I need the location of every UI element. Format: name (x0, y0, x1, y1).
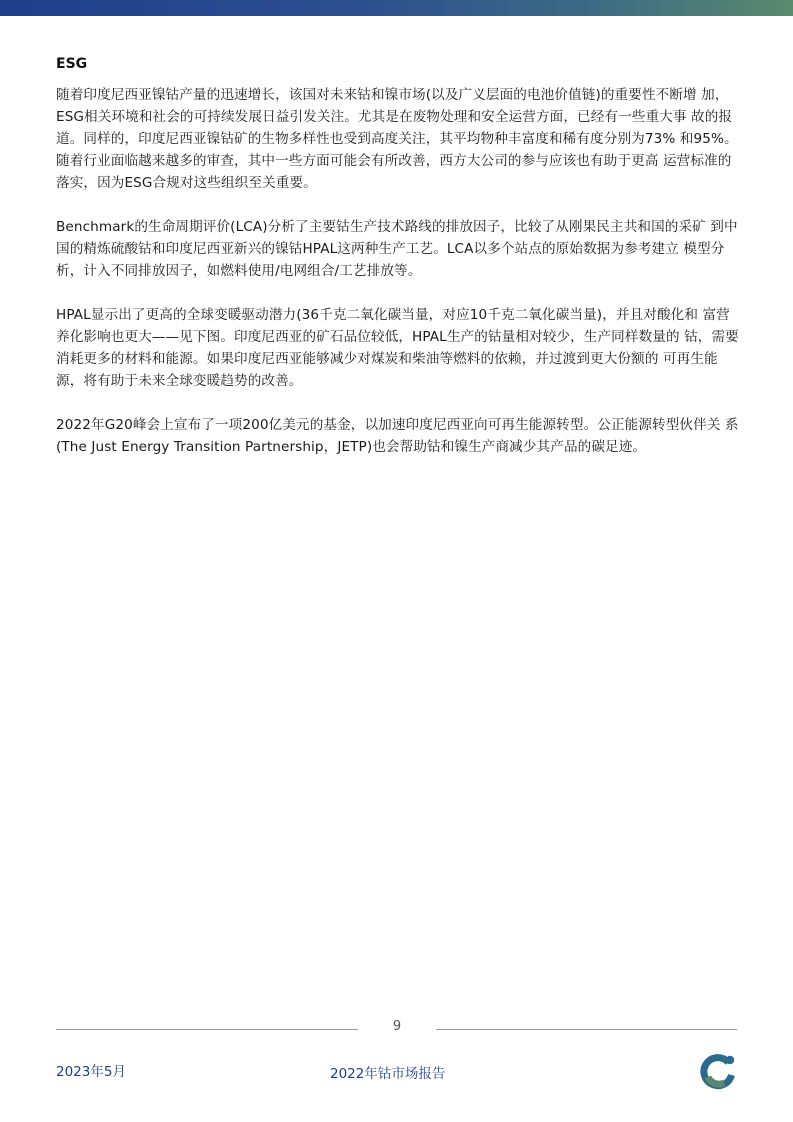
paragraph-esg-intro: 随着印度尼西亚镍钴产量的迅速增长，该国对未来钴和镍市场(以及广义层面的电池价值链)的重要性不断增 加，ESG相关环境和社会的可持续发展日益引发关注。尤其是在废物处理和安全运营方面，已经有一些重大事 故的报道。同样的，印度尼西亚镍钴矿的生物多样性也受到高度关注，其平均物种丰富度和稀有度分别为73% 和95%。随着行业面临越来越多的审查，其中一些方面可能会有所改善，西方大公司的参与应该也有助于更高 运营标准的落实，因为ESG合规对这些组织至关重要。 (56, 87, 738, 191)
header-gradient-bar (0, 0, 793, 16)
paragraph-hpal-impact: HPAL显示出了更高的全球变暖驱动潜力(36千克二氧化碳当量，对应10千克二氧化碳当量)，并且对酸化和 富营养化影响也更大——见下图。印度尼西亚的矿石品位较低，HPAL生产的钴量相对较少，生产同样数量的 钴，需要消耗更多的材料和能源。如果印度尼西亚能够减少对煤炭和柴油等燃料的依赖，并过渡到更大份额的 可再生能源，将有助于未来全球变暖趋势的改善。 (56, 307, 739, 389)
page-number: 9 (392, 1019, 402, 1034)
page-content (56, 53, 740, 480)
cobalt-ring-logo-icon (698, 1051, 738, 1091)
paragraph-lca-analysis: Benchmark的生命周期评价(LCA)分析了主要钴生产技术路线的排放因子，比较了从刚果民主共和国的采矿 到中国的精炼硫酸钴和印度尼西亚新兴的镍钴HPAL这两种生产工艺。LCA以多个站点的原始数据为参考建立 模型分析，计入不同排放因子，如燃料使用/电网组合/工艺排放等。 (56, 219, 738, 279)
footer-report-title: 2022年钴市场报告 (330, 1066, 446, 1082)
footer-divider-right (436, 1029, 737, 1030)
footer-divider-left (56, 1029, 358, 1030)
paragraph-g20-jetp: 2022年G20峰会上宣布了一项200亿美元的基金，以加速印度尼西亚向可再生能源转型。公正能源转型伙伴关 系(The Just Energy Transition Partnership，JETP)也会帮助钴和镍生产商减少其产品的碳足迹。 (56, 417, 739, 455)
section-heading: ESG (56, 56, 88, 72)
footer-date: 2023年5月 (56, 1064, 126, 1080)
